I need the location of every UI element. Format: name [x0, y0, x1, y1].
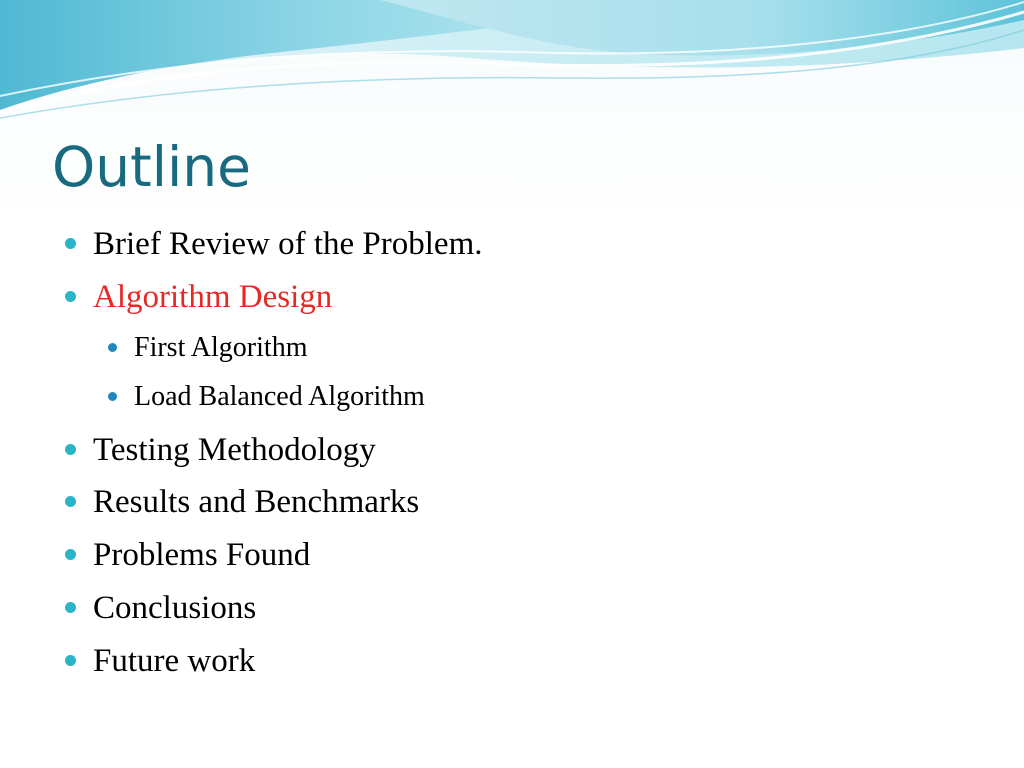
bullet-text: Algorithm Design	[93, 279, 333, 315]
bullet-text: Problems Found	[93, 537, 311, 573]
bullet-item	[93, 482, 419, 522]
sub-bullet-item	[134, 331, 307, 365]
bullet-text: First Algorithm	[134, 332, 308, 363]
bullet-text: Brief Review of the Problem.	[93, 226, 483, 262]
bullet-item	[93, 641, 255, 681]
bullet-item-highlighted	[93, 277, 332, 317]
slide-title: Outline	[52, 135, 251, 199]
bullet-dot-icon	[108, 343, 117, 352]
bullet-dot-icon	[65, 602, 76, 613]
bullet-text: Conclusions	[93, 590, 257, 626]
bullet-item	[93, 588, 256, 628]
bullet-item	[93, 535, 310, 575]
bullet-dot-icon	[65, 496, 76, 507]
bullet-text: Results and Benchmarks	[93, 484, 420, 520]
bullet-item	[93, 430, 376, 470]
bullet-text: Future work	[93, 643, 256, 679]
bullet-item	[93, 224, 483, 264]
sub-bullet-item	[134, 380, 425, 414]
bullet-dot-icon	[108, 392, 117, 401]
bullet-text: Testing Methodology	[93, 432, 376, 468]
bullet-dot-icon	[65, 655, 76, 666]
bullet-text: Load Balanced Algorithm	[134, 381, 425, 412]
bullet-dot-icon	[65, 291, 76, 302]
bullet-dot-icon	[65, 444, 76, 455]
bullet-dot-icon	[65, 549, 76, 560]
bullet-dot-icon	[65, 238, 76, 249]
